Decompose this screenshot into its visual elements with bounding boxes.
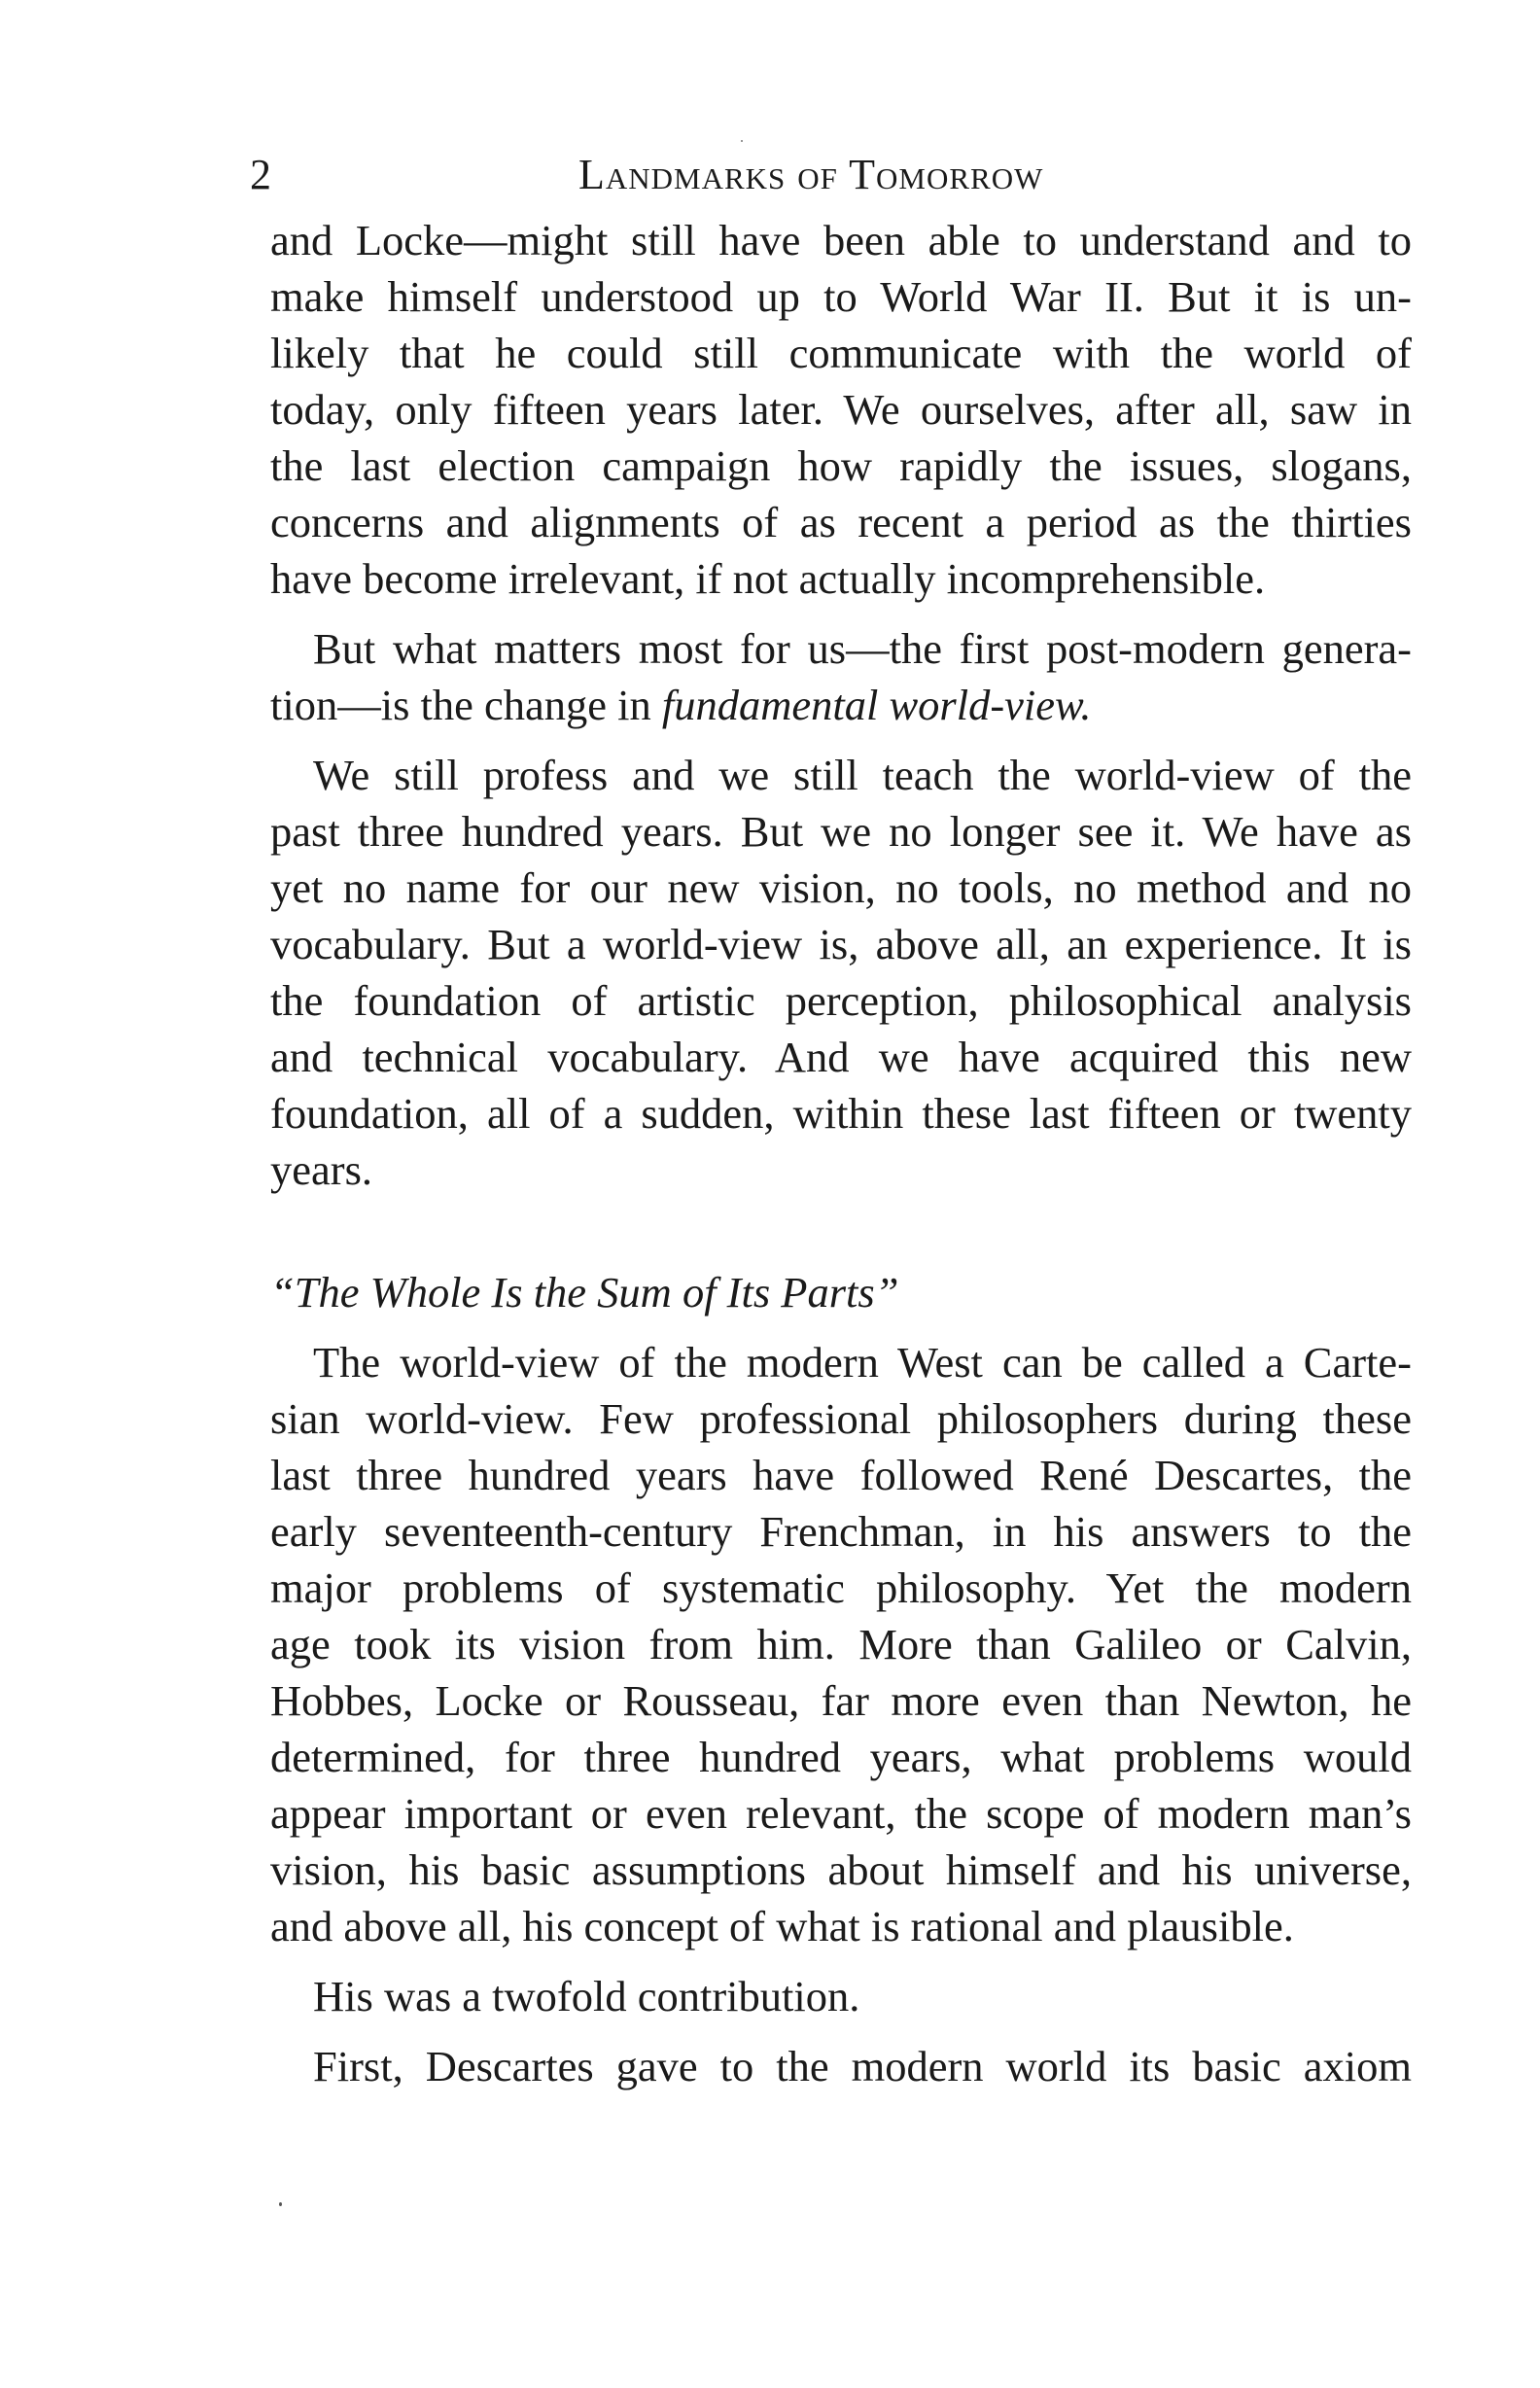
text-line: today, only fifteen years later. We ourselves, after all, saw in: [270, 385, 1412, 434]
text-line: last three hundred years have followed René Descartes, the: [270, 1451, 1412, 1499]
text-line: First, Descartes gave to the modern world its basic axiom: [313, 2042, 1412, 2090]
paragraph: [270, 212, 1412, 607]
text-line: concerns and alignments of as recent a period as the thirties: [270, 498, 1412, 546]
text-line: yet no name for our new vision, no tools, no method and no: [270, 863, 1412, 912]
text-line: But what matters most for us—the first post-modern genera-: [313, 624, 1412, 673]
text-line: vocabulary. But a world-view is, above all, an experience. It is: [270, 920, 1412, 968]
text-line: sian world-view. Few professional philosophers during these: [270, 1394, 1412, 1443]
paragraph: [270, 747, 1412, 1198]
text-line: foundation, all of a sudden, within these last fifteen or twenty: [270, 1089, 1412, 1138]
text-line: age took its vision from him. More than Galileo or Calvin,: [270, 1620, 1412, 1668]
emphasis-text: fundamental world-view.: [661, 681, 1092, 729]
text-line: early seventeenth-century Frenchman, in his answers to the: [270, 1507, 1412, 1556]
text-line: We still profess and we still teach the world-view of the: [313, 751, 1412, 799]
text-line: determined, for three hundred years, what problems would: [270, 1733, 1412, 1781]
text-line: The world-view of the modern West can be called a Carte-: [313, 1338, 1412, 1387]
running-head: [250, 148, 1412, 202]
text-line: the last election campaign how rapidly the issues, slogans,: [270, 441, 1412, 490]
text-line: have become irrelevant, if not actually incomprehensible.: [270, 554, 1266, 603]
text-line: [270, 677, 1412, 733]
text-line: years.: [270, 1145, 373, 1194]
paragraph: [270, 2038, 1412, 2094]
text-line: major problems of systematic philosophy. Yet the modern: [270, 1563, 1412, 1612]
section-heading: “The Whole Is the Sum of Its Parts”: [270, 1268, 899, 1317]
text-line: appear important or even relevant, the scope of modern man’s: [270, 1789, 1412, 1838]
text-line: the foundation of artistic perception, philosophical analysis: [270, 976, 1412, 1025]
paragraph: [270, 620, 1412, 733]
text-line: and above all, his concept of what is rational and plausible.: [270, 1902, 1294, 1950]
paragraph: [270, 1334, 1412, 1954]
page-number: 2: [250, 151, 271, 198]
body-text: [270, 212, 1412, 2094]
text-line: past three hundred years. But we no longer see it. We have as: [270, 807, 1412, 856]
text-line: Hobbes, Locke or Rousseau, far more even than Newton, he: [270, 1676, 1412, 1725]
text-line: vision, his basic assumptions about himself and his universe,: [270, 1845, 1412, 1894]
paragraph: [270, 1968, 1412, 2024]
running-title: Landmarks of Tomorrow: [578, 151, 1044, 198]
text-line: His was a twofold contribution.: [313, 1972, 860, 2020]
text-line: and Locke—might still have been able to understand and to: [270, 216, 1412, 264]
text-line: and technical vocabulary. And we have acquired this new: [270, 1033, 1412, 1081]
text-fragment: tion—is the change in: [270, 681, 662, 729]
scan-speck: [741, 140, 743, 142]
text-line: make himself understood up to World War II. But it is un-: [270, 272, 1412, 321]
text-line: likely that he could still communicate with the world of: [270, 329, 1412, 377]
scan-speck: [279, 2202, 282, 2206]
